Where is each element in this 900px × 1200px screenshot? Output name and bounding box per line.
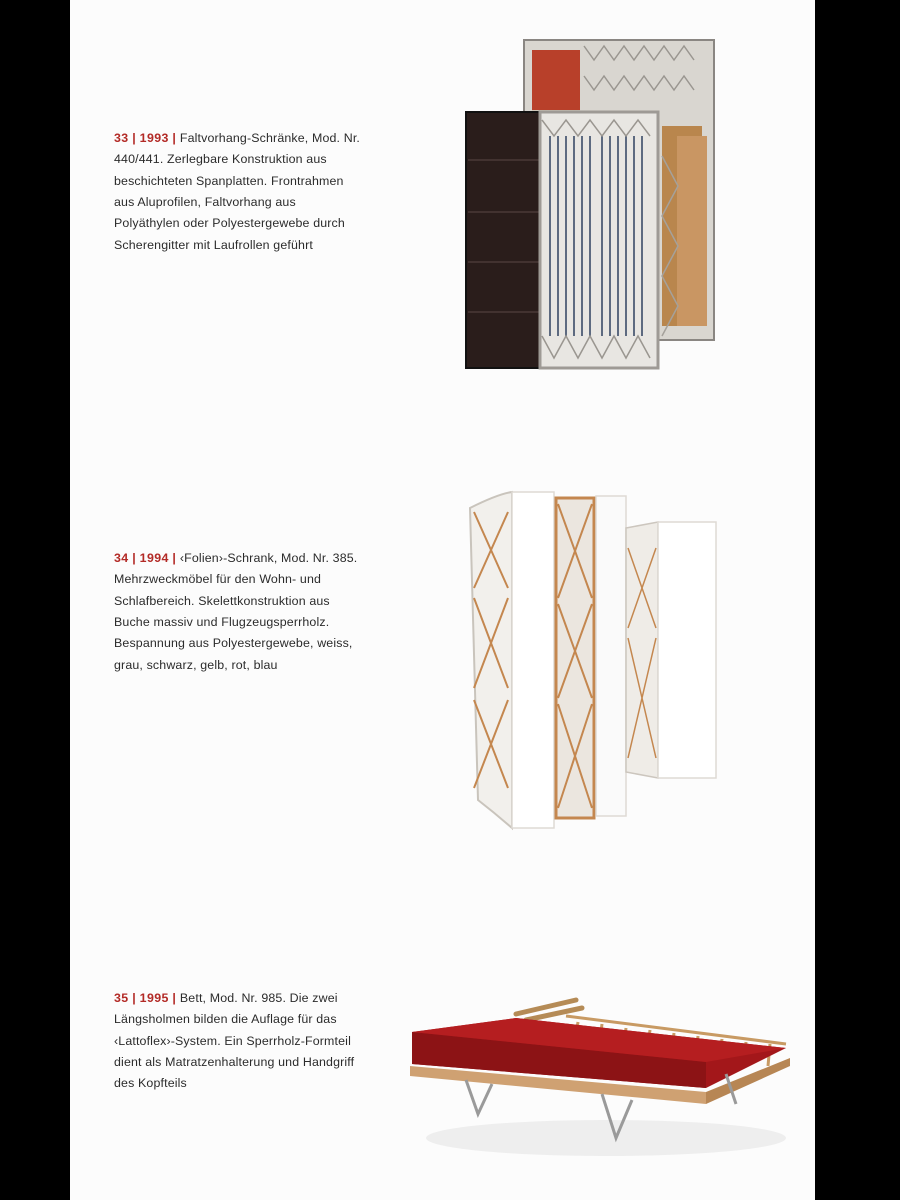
entry-34 [114,548,364,676]
separator: | [172,551,177,565]
entry-number: 33 [114,131,129,145]
separator: | [132,991,137,1005]
bed-photo [406,988,806,1168]
entry-33 [114,128,364,256]
catalog-page [70,0,815,1200]
entry-description: Bett, Mod. Nr. 985. Die zwei Längsholmen bilden die Auflage für das ‹Lattoflex›-System. Ein Sperrholz-Formteil dient als Matratzenhalterung und Handgriff des Kopfteils [114,991,355,1091]
entry-year: 1994 [139,551,169,565]
wardrobe-photo [462,36,722,376]
folien-cabinet-photo [468,488,728,838]
entry-description: ‹Folien›-Schrank, Mod. Nr. 385. Mehrzweckmöbel für den Wohn- und Schlafbereich. Skelettkonstruktion aus Buche massiv und Flugzeugsperrholz. Bespannung aus Polyestergewebe, weiss, grau, schwarz, gelb, rot, blau [114,551,358,672]
entry-number: 34 [114,551,129,565]
separator: | [172,991,177,1005]
separator: | [132,131,137,145]
entry-35 [114,988,364,1095]
entry-number: 35 [114,991,129,1005]
separator: | [132,551,137,565]
entry-description: Faltvorhang-Schränke, Mod. Nr. 440/441. Zerlegbare Konstruktion aus beschichteten Spanplatten. Frontrahmen aus Aluprofilen, Faltvorhang aus Polyäthylen oder Polyestergewebe durch Scherengitter mit Laufrollen geführt [114,131,361,252]
separator: | [172,131,177,145]
entry-year: 1995 [139,991,169,1005]
entry-year: 1993 [139,131,169,145]
